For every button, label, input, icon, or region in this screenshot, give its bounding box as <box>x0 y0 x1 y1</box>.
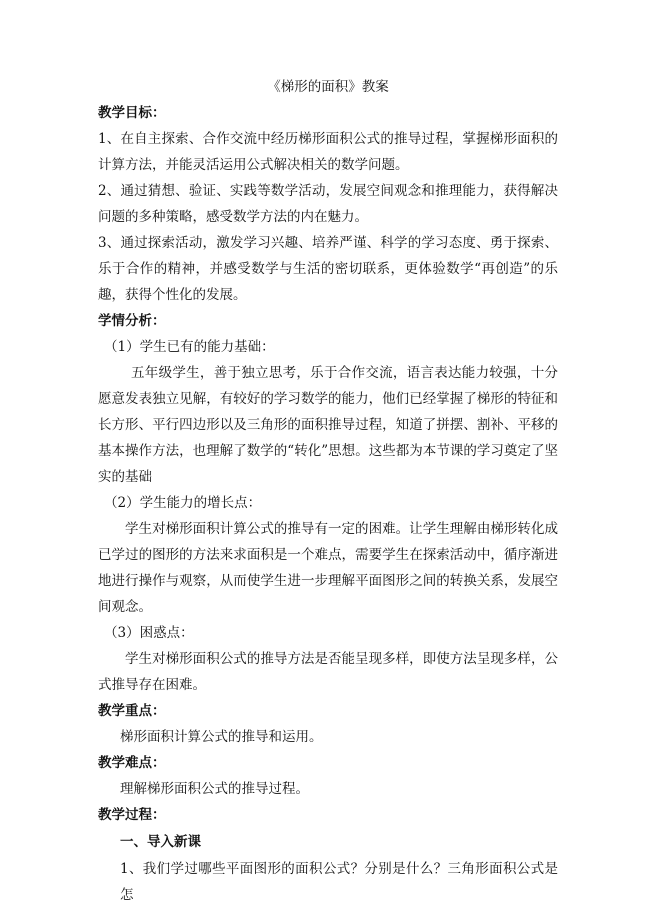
document-title: 《梯形的面积》教案 <box>267 79 389 95</box>
objective-item-2: 2、通过猜想、验证、实践等数学活动，发展空间观念和推理能力，获得解决问题的多种策略，感受数学方法的内在魅力。 <box>98 183 558 225</box>
process-heading: 教学过程： <box>98 807 166 823</box>
process-step-1-item-1: 1、我们学过哪些平面图形的面积公式？分别是什么？三角形面积公式是怎 <box>120 861 558 903</box>
analysis-heading: 学情分析： <box>98 313 166 329</box>
difficulty-heading: 教学难点： <box>98 755 166 771</box>
document-page <box>98 74 558 908</box>
analysis-sub1-label: （1）学生已有的能力基础： <box>104 339 275 355</box>
objective-item-1: 1、在自主探索、合作交流中经历梯形面积公式的推导过程，掌握梯形面积的计算方法，并能灵活运用公式解决相关的数学问题。 <box>98 131 558 173</box>
analysis-sub3-label: （3）困惑点： <box>104 625 194 641</box>
difficulty-text: 理解梯形面积公式的推导过程。 <box>120 781 309 797</box>
analysis-sub3-text: 学生对梯形面积公式的推导方法是否能呈现多样，即使方法呈现多样，公式推导存在困难。 <box>98 651 558 693</box>
key-point-text: 梯形面积计算公式的推导和运用。 <box>120 729 323 745</box>
analysis-sub1-text: 五年级学生，善于独立思考，乐于合作交流，语言表达能力较强，十分愿意发表独立见解，有较好的学习数学的能力，他们已经掌握了梯形的特征和长方形、平行四边形以及三角形的面积推导过程，知道了拼摆、割补、平移的基本操作方法，也理解了数学的“转化”思想。这些都为本节课的学习奠定了坚实的基础 <box>98 365 558 485</box>
objectives-heading: 教学目标： <box>98 105 166 121</box>
process-step-1: 一、导入新课 <box>120 834 201 850</box>
analysis-sub2-text: 学生对梯形面积计算公式的推导有一定的困难。让学生理解由梯形转化成已学过的图形的方法来求面积是一个难点，需要学生在探索活动中，循序渐进地进行操作与观察，从而使学生进一步理解平面图形之间的转换关系，发展空间观念。 <box>98 521 558 615</box>
objective-item-3: 3、通过探索活动，激发学习兴趣、培养严谨、科学的学习态度、勇于探索、乐于合作的精神，并感受数学与生活的密切联系，更体验数学“再创造”的乐趣，获得个性化的发展。 <box>98 235 558 303</box>
analysis-sub2-label: （2）学生能力的增长点： <box>104 495 262 511</box>
key-point-heading: 教学重点： <box>98 703 166 719</box>
